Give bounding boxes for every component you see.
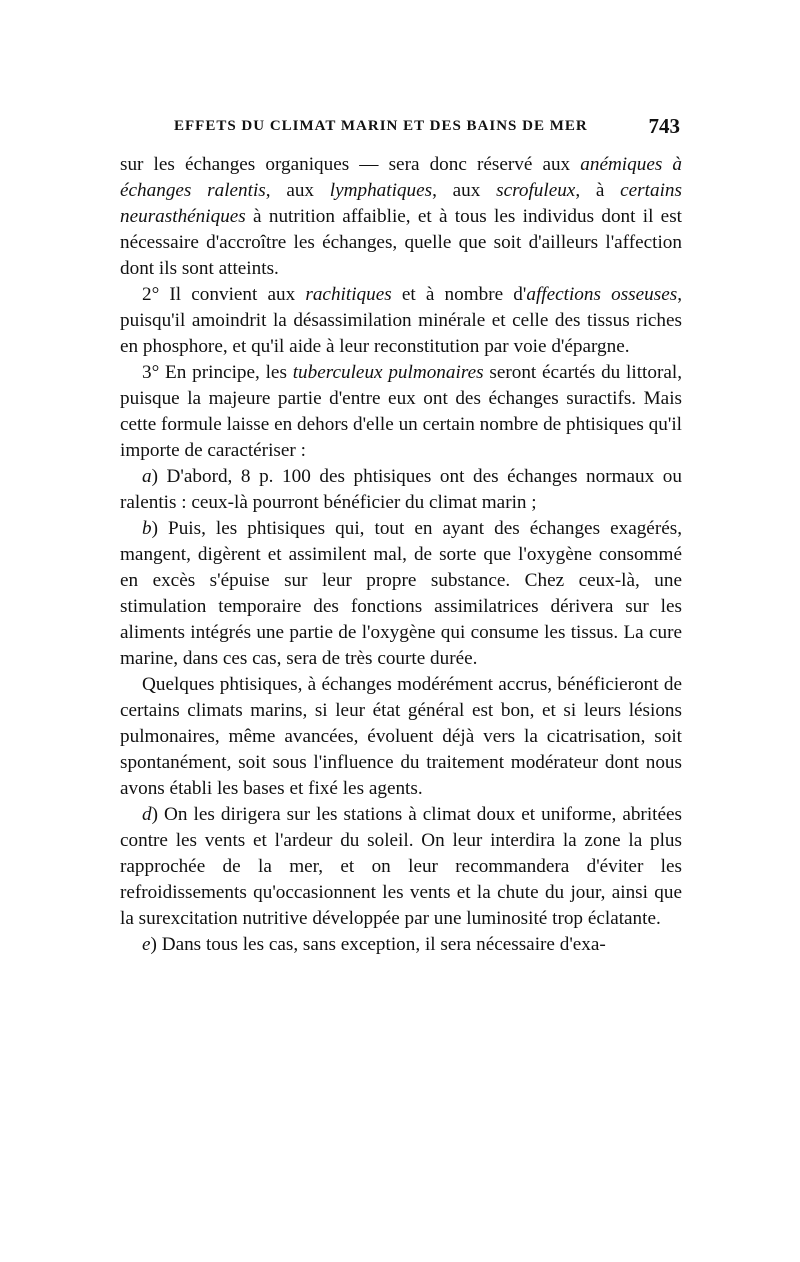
text-run: ) D'abord, 8 p. 100 des phtisiques ont des échanges normaux ou ralentis : ceux-là pourront bénéficier du climat marin ; [120, 466, 682, 513]
italic-run: anémiques à échanges ralentis [120, 154, 683, 201]
paragraph-p8 [120, 932, 682, 958]
running-title: EFFETS DU CLIMAT MARIN ET DES BAINS DE MER [174, 118, 588, 134]
text-run: Quelques phtisiques, à échanges modérément accrus, bénéficieront de certains climats marins, si leur état général est bon, et si leurs lésions pulmonaires, même avancées, évoluent déjà vers la cicatrisation, soit spontanément, soit sous l'influence du traitement modérateur dont nous avons établi les bases et fixé les agents. [120, 674, 682, 799]
text-run: , à [575, 180, 621, 201]
text-run: , puisqu'il amoindrit la désassimilation minérale et celle des tissus riches en phosphore, et qu'il aide à leur reconstitution par voie d'épargne. [120, 284, 683, 357]
italic-run: scrofuleux [496, 180, 576, 201]
text-run: seront écartés du littoral, puisque la majeure partie d'entre eux ont des échanges suractifs. Mais cette formule laisse en dehors d'elle un certain nombre de phtisiques qu'il importe de caractériser : [120, 362, 682, 461]
text-run: ) Puis, les phtisiques qui, tout en ayant des échanges exagérés, mangent, digèrent et assimilent mal, de sorte que l'oxygène consommé en excès s'épuise sur leur propre substance. Chez ceux-là, une stimulation temporaire des fonctions assimilatrices dérivera sur les aliments intégrés une partie de l'oxygène qui consume les tissus. La cure marine, dans ces cas, sera de très courte durée. [120, 518, 682, 669]
italic-run: b [142, 518, 152, 539]
paragraph-p7 [120, 802, 682, 932]
text-run: , aux [265, 180, 330, 201]
paragraph-p6 [120, 672, 682, 802]
body-text [120, 152, 682, 958]
text-run: 3° En principe, les [142, 362, 293, 383]
text-run: ) On les dirigera sur les stations à climat doux et uniforme, abritées contre les vents et l'ardeur du soleil. On leur interdira la zone la plus rapprochée de la mer, et on leur recommandera d'éviter les refroidissements qu'occasionnent les vents et la chute du jour, ainsi que la surexcitation nutritive développée par une luminosité trop éclatante. [120, 804, 682, 929]
page-number: 743 [648, 114, 680, 138]
paragraph-p1 [120, 152, 682, 282]
italic-run: lymphatiques [329, 180, 433, 201]
italic-run: e [142, 934, 151, 955]
running-header [122, 114, 680, 144]
italic-run: certains neurasthéniques [120, 180, 682, 227]
text-run: et à nombre d' [391, 284, 527, 305]
text-run: , aux [432, 180, 497, 201]
italic-run: d [142, 804, 152, 825]
text-run: 2° Il convient aux [142, 284, 306, 305]
italic-run: affections osseuses [526, 284, 678, 305]
italic-run: tuberculeux pulmonaires [292, 362, 484, 383]
text-run: à nutrition affaiblie, et à tous les individus dont il est nécessaire d'accroître les échanges, quelle que soit d'ailleurs l'affection dont ils sont atteints. [120, 206, 682, 279]
paragraph-p3 [120, 360, 682, 464]
text-run: ) Dans tous les cas, sans exception, il sera nécessaire d'exa- [150, 934, 606, 955]
paragraph-p4 [120, 464, 682, 516]
paragraph-p5 [120, 516, 682, 672]
italic-run: rachitiques [305, 284, 392, 305]
text-run: sur les échanges organiques — sera donc réservé aux [120, 154, 581, 175]
italic-run: a [142, 466, 152, 487]
paragraph-p2 [120, 282, 682, 360]
